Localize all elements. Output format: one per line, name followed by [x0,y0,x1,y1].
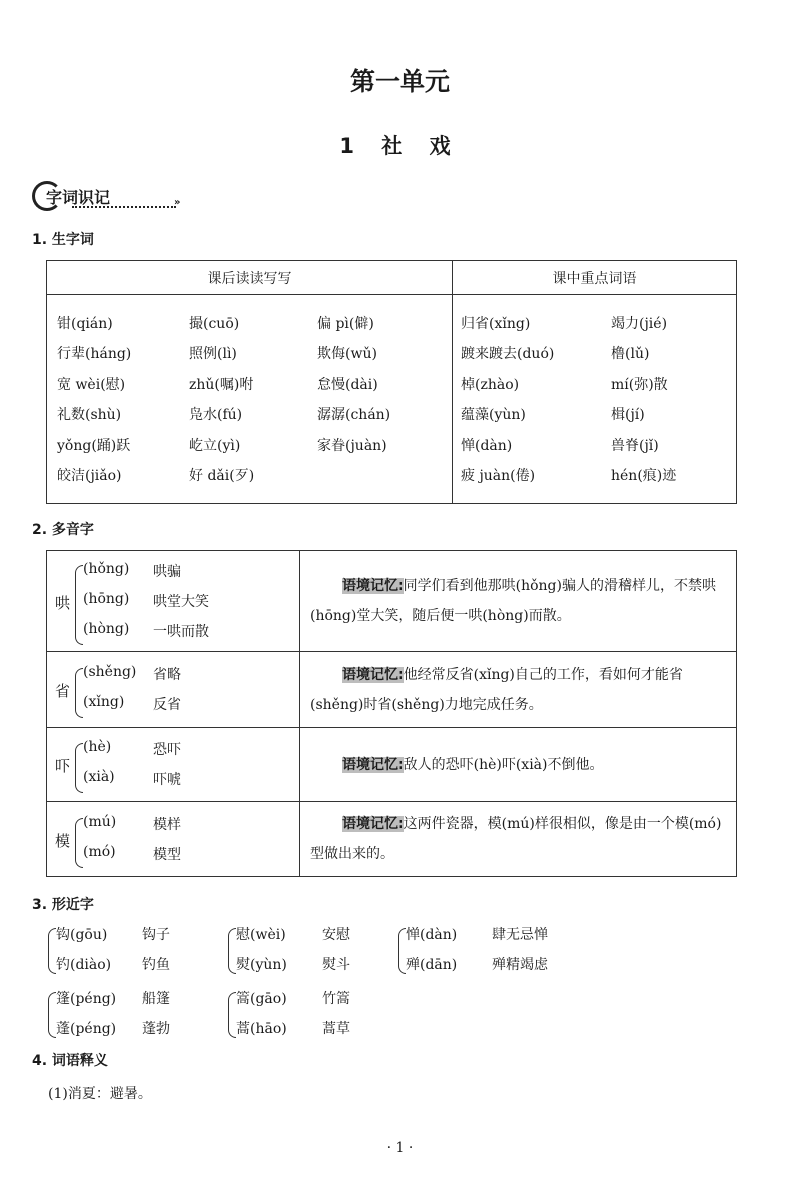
context-memory-label: 语境记忆: [342,756,404,773]
polyphone-readings-cell [47,728,300,802]
context-memory-cell [300,728,737,802]
context-memory-text: 敌人的恐吓(hè)吓(xià)不倒他。 [403,756,604,773]
context-memory-text: 他经常反省(xǐng)自己的工作，看如何才能省(shěng)时省(shěng)力地完成任务。 [310,666,683,713]
polyphone-word: 吓唬 [153,772,181,788]
context-memory-label: 语境记忆: [342,816,404,832]
vocab-left-cell [47,295,453,504]
vocab-col-header-right: 课中重点词语 [453,261,737,295]
similar-char-pinyin: 篙(gāo) [236,991,287,1007]
vocab-word: 兽脊(jǐ) [611,437,659,454]
lesson-title: 1 社 戏 [339,134,461,158]
brace-icon [75,743,83,793]
similar-char-group [398,922,568,982]
brace-icon [75,818,83,868]
vocab-word: 疲 juàn(倦) [461,467,536,484]
polyphone-readings-cell [47,551,300,652]
vocab-word: 蕴藻(yùn) [461,407,526,424]
vocab-word: 行辈(háng) [57,346,132,363]
polyphone-word: 省略 [153,667,181,683]
vocab-word: yǒng(踊)跃 [57,437,131,454]
context-memory-label: 语境记忆: [342,578,404,594]
vocab-word: 撮(cuō) [189,316,240,332]
brace-icon [75,668,83,718]
vocab-left-col-3 [317,313,390,465]
polyphone-pinyin: (shěng) [83,664,137,680]
similar-char-word: 钩子 [142,927,170,943]
unit-title: 第一单元 [349,67,450,96]
polyphone-row [47,728,737,802]
vocab-word: 凫水(fú) [189,407,243,424]
double-arrow-icon: » [174,197,181,208]
context-memory-text: 这两件瓷器，模(mú)样很相似，像是由一个模(mó)型做出来的。 [310,816,722,862]
vocab-word: 潺潺(chán) [317,407,391,424]
similar-char-group [48,922,218,982]
vocab-word: 怠慢(dài) [317,376,378,393]
indent [310,816,342,832]
similar-char-pinyin: 钩(gōu) [56,927,108,943]
vocab-word: 归省(xǐng) [461,316,531,332]
vocab-word: 惮(dàn) [461,437,513,454]
vocab-word: 屹立(yì) [189,437,241,454]
vocab-word: mí(弥)散 [611,376,668,393]
polyphone-pinyin: (xià) [83,769,115,785]
similar-char-word: 钓鱼 [142,957,170,973]
similar-char-group [48,986,218,1046]
vocab-word: 家眷(juàn) [317,437,387,454]
section-badge [32,178,181,218]
similar-char-word: 肆无忌惮 [492,927,548,943]
vocab-left-col-2 [189,313,254,495]
vocab-word: 欺侮(wǔ) [317,346,377,363]
polyphone-char: 哄 [55,593,71,612]
vocab-word: 好 dǎi(歹) [189,467,255,484]
polyphone-word: 哄骗 [153,563,181,580]
similar-char-word: 殚精竭虑 [492,957,548,973]
polyphone-pinyin: (hòng) [83,620,130,637]
polyphone-word: 一哄而散 [153,623,209,640]
polyphone-word: 模型 [153,846,181,863]
polyphone-char: 吓 [55,757,71,775]
vocab-table [46,260,737,504]
similar-char-pinyin: 钓(diào) [56,957,112,973]
polyphone-readings-cell [47,652,300,728]
vocab-col-header-left: 课后读读写写 [47,261,453,295]
indent [310,757,342,773]
polyphone-row [47,802,737,877]
vocab-word: 楫(jí) [611,407,645,424]
polyphone-pinyin: (hè) [83,739,112,755]
polyphone-readings-cell [47,802,300,877]
polyphone-table [46,550,737,877]
vocab-left-col-1 [57,313,131,495]
brace-icon [398,928,406,974]
definition-item: (1)消夏：避暑。 [48,1086,152,1102]
polyphone-pinyin: (hōng) [83,590,130,607]
similar-char-group [228,922,398,982]
context-memory-text: 同学们看到他那哄(hǒng)骗人的滑稽样儿，不禁哄(hōng)堂大笑，随后便一哄(hòng)而散。 [310,578,716,624]
similar-char-pinyin: 篷(péng) [56,991,117,1007]
polyphone-pinyin: (mó) [83,843,116,860]
vocab-word: 照例(lì) [189,346,237,363]
context-memory-cell [300,652,737,728]
vocab-word: 棹(zhào) [461,376,520,393]
similar-char-pinyin: 熨(yùn) [236,957,287,973]
section-heading-polyphone: 2. 多音字 [32,522,94,538]
similar-char-pinyin: 蓬(péng) [56,1021,117,1037]
vocab-word: 偏 pì(僻) [317,316,374,332]
similar-char-group [228,986,398,1046]
brace-icon [48,928,56,974]
section-heading-similar-chars: 3. 形近字 [32,897,94,913]
polyphone-word: 反省 [153,697,181,713]
similar-char-pinyin: 慰(wèi) [236,927,286,943]
page-number: · 1 · [386,1140,414,1156]
similar-char-word: 竹篙 [322,991,350,1007]
vocab-word: 宽 wèi(慰) [57,376,126,393]
brace-icon [228,992,236,1038]
polyphone-word: 哄堂大笑 [153,593,209,610]
brace-icon [75,565,83,645]
similar-char-word: 船篷 [142,991,170,1007]
similar-char-word: 蓬勃 [142,1021,170,1037]
vocab-word: 皎洁(jiǎo) [57,467,122,484]
polyphone-row [47,652,737,728]
polyphone-word: 恐吓 [153,742,181,758]
vocab-word: zhǔ(嘱)咐 [189,376,254,393]
context-memory-label: 语境记忆: [342,666,404,683]
polyphone-pinyin: (hǒng) [83,560,130,577]
polyphone-row [47,551,737,652]
brace-icon [48,992,56,1038]
similar-char-pinyin: 蒿(hāo) [236,1021,287,1037]
similar-char-word: 熨斗 [322,957,350,973]
context-memory-cell [300,551,737,652]
section-badge-label: 字词识记 [46,188,111,207]
brace-icon [228,928,236,974]
indent [310,667,342,683]
similar-char-pinyin: 惮(dàn) [406,927,458,943]
section-heading-definitions: 4. 词语释义 [32,1053,108,1069]
vocab-word: 橹(lǔ) [611,346,650,363]
vocab-word: 踱来踱去(duó) [461,346,555,363]
similar-char-pinyin: 殚(dān) [406,957,458,973]
polyphone-word: 模样 [153,816,181,833]
polyphone-pinyin: (xǐng) [83,694,125,710]
vocab-word: 礼数(shù) [57,407,122,424]
similar-char-word: 安慰 [322,927,350,943]
polyphone-pinyin: (mú) [83,813,117,830]
indent [310,578,342,594]
vocab-right-col-1 [461,313,554,495]
section-heading-vocab: 1. 生字词 [32,232,94,248]
similar-char-word: 蒿草 [322,1021,350,1037]
vocab-word: 钳(qián) [57,316,113,332]
badge-dotted-line [72,206,176,208]
polyphone-char: 模 [55,831,71,850]
polyphone-char: 省 [55,682,71,700]
vocab-word: hén(痕)迹 [611,467,677,484]
vocab-right-cell [453,295,737,504]
context-memory-cell [300,802,737,877]
vocab-right-col-2 [611,313,676,495]
vocab-word: 竭力(jié) [611,316,668,332]
